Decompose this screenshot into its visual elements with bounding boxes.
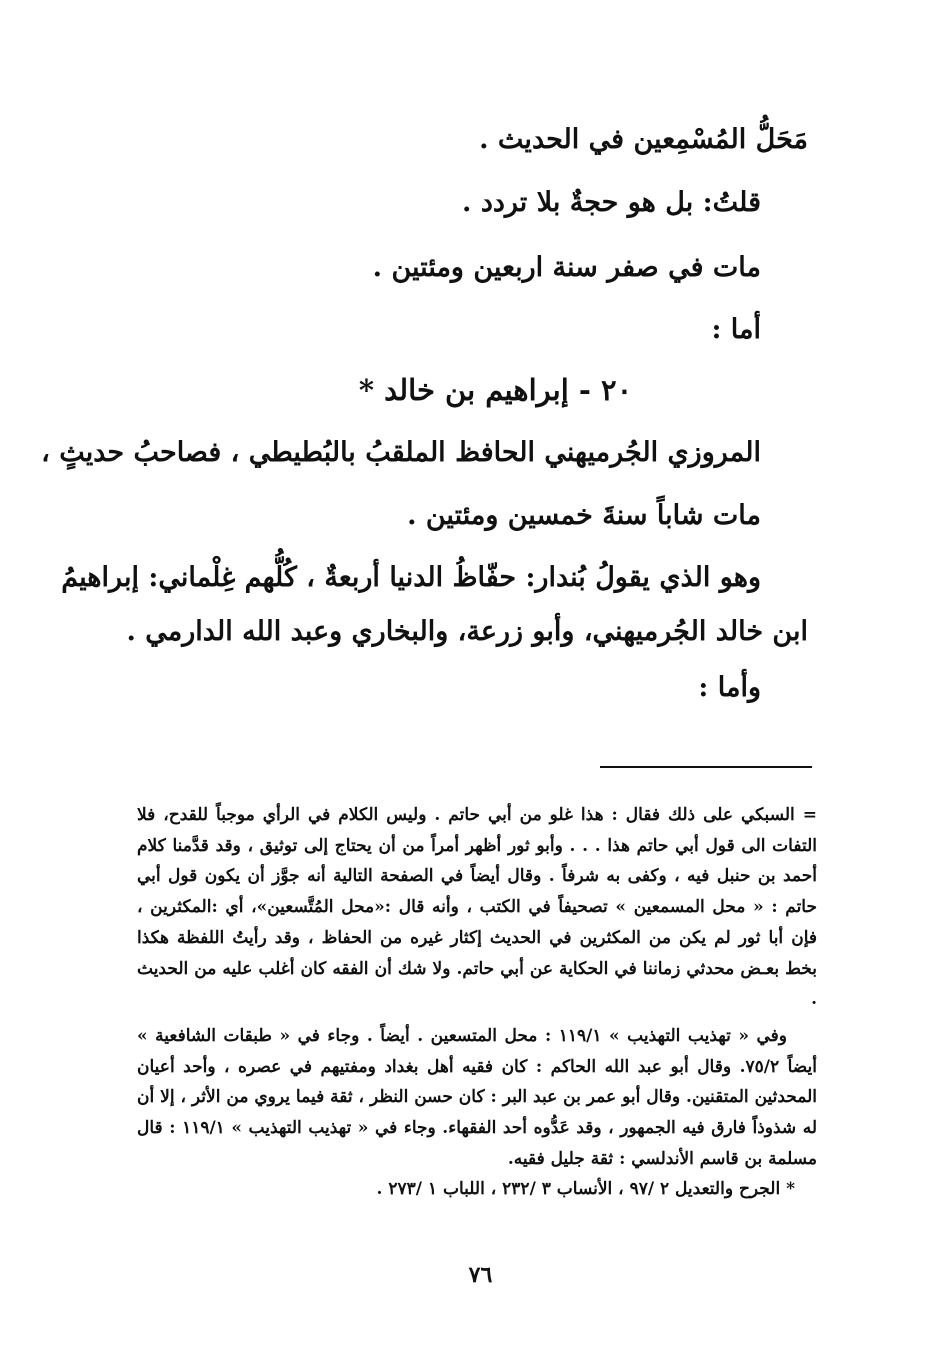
text-line-2: قلتُ: بل هو حجةٌ بلا تردد . (462, 187, 761, 218)
footnotes (137, 800, 817, 1205)
footnote-paragraph-1: = السبكي على ذلك فقال : هذا غلو من أبي حاتم . وليس الكلام في الرأي موجباً للقدح، فلا التفات الى قول أبي حاتم هذا . . . وأبو ثور أظهر أمراً من أن يحتاج إلى توثيق ، وقد قدَّمنا كلام أحمد بن حنبل فيه ، وكفى به شرفاً . وقال أيضاً في الصفحة التالية أنه جوَّز أن يكون قول أبي حاتم : « محل المسمعين » تصحيفاً في الكتب ، وأنه قال :«محل المُتَّسعين»، أي :المكثرين ، فإن أبا ثور لم يكن من المكثرين في الحديث إكثار غيره من الحفاظ ، وقد رأيتُ اللفظة هكذا بخط بعـض محدثي زماننا في الحكاية عن أبي حاتم. ولا شك أن الفقه كان أغلب عليه من الحديث . (137, 805, 817, 1010)
body-line-1: المروزي الجُرميهني الحافظ الملقبُ بالبُطيطي ، فصاحبُ حديثٍ ، (41, 437, 761, 468)
footnote-paragraph-2: وفي « تهذيب التهذيب » ١١٩/١ : محل المتسعين . أيضاً . وجاء في « طبقات الشافعية » أيضاً ٧٥/٢. وقال أبو عبد الله الحاكم : كان فقيه أهل بغداد ومفتيهم في عصره ، وأحد أعيان المحدثين المتقنين. وقال أبو عمر بن عبد البر : كان حسن النظر ، ثقة فيما يروي من الأثر ، إلا أن له شذوذاً فارق فيه الجمهور ، وقد عَدُّوه أحد الفقهاء. وجاء في « تهذيب التهذيب » ١١٩/١ : قال مسلمة بن قاسم الأندلسي : ثقة جليل فقيه. (137, 1025, 817, 1169)
body-line-3: وهو الذي يقولُ بُندار: حفّاظُ الدنيا أربعةٌ ، كُلُّهم غِلْماني: إبراهيمُ (61, 562, 761, 593)
footnote-separator (600, 766, 812, 768)
page-number: ٧٦ (468, 1262, 493, 1288)
body-line-4: ابن خالد الجُرميهني، وأبو زرعة، والبخاري وعبد الله الدارمي . (126, 616, 808, 647)
body-line-2: مات شاباً سنةَ خمسين ومئتين . (407, 500, 761, 531)
footnote-paragraph-3: * الجرح والتعديل ٢ /٩٧ ، الأنساب ٣ /٢٣٢ ، اللباب ١ /٢٧٣ . (376, 1179, 795, 1200)
body-line-5: وأما : (698, 672, 761, 703)
text-line-3: مات في صفر سنة اربعين ومئتين . (372, 252, 761, 283)
text-line-4: أما : (711, 314, 761, 345)
text-line-1: مَحَلُّ المُسْمِعين في الحديث . (479, 124, 808, 155)
entry-heading: ٢٠ - إبراهيم بن خالد * (358, 373, 633, 407)
